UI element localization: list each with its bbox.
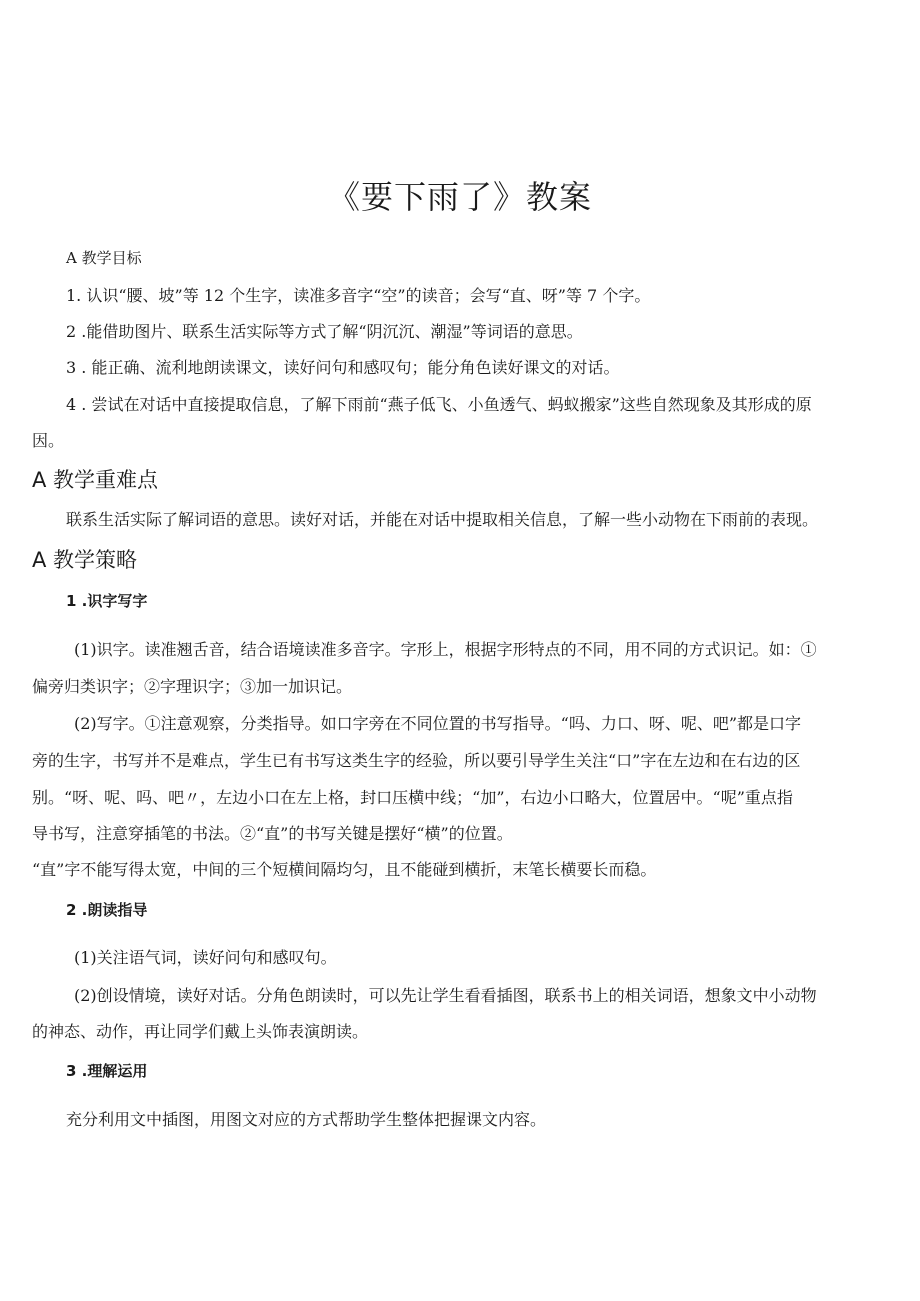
objective-item-2: 2 .能借助图片、联系生活实际等方式了解“阴沉沉、潮湿”等词语的意思。 (66, 322, 583, 341)
writing-paragraph-line: 旁的生字，书写并不是难点，学生已有书写这类生字的经验，所以要引导学生关注“口”字在左边和在右边的区 (32, 751, 801, 770)
subheading-reading-guidance: 2 .朗读指导 (66, 901, 148, 919)
comprehension-paragraph: 充分利用文中插图，用图文对应的方式帮助学生整体把握课文内容。 (66, 1110, 547, 1129)
writing-paragraph-line: (2)写字。①注意观察，分类指导。如口字旁在不同位置的书写指导。“吗、力口、呀、呢、吧”都是口字 (74, 714, 802, 733)
document-title: 《要下雨了》教案 (327, 178, 592, 216)
section-heading-objectives: A 教学目标 (66, 249, 142, 267)
subheading-comprehension: 3 .理解运用 (66, 1062, 148, 1080)
subheading-literacy-writing: 1 .识字写字 (66, 592, 148, 610)
objective-item-4-cont: 因。 (32, 431, 65, 450)
objective-item-1: 1. 认识“腰、坡”等 12 个生字，读准多音字“空”的读音；会写“直、呀”等 7 个字。 (66, 286, 651, 305)
writing-paragraph-line: 别。“呀、呢、吗、吧〃，左边小口在左上格，封口压横中线；“加”，右边小口略大，位置居中。“呢”重点指 (32, 788, 793, 807)
reading-paragraph-1: (1)关注语气词，读好问句和感叹句。 (74, 948, 337, 967)
reading-paragraph-2-line: 的神态、动作，再让同学们戴上头饰表演朗读。 (32, 1022, 369, 1041)
objective-item-3: 3 . 能正确、流利地朗读课文，读好问句和感叹句；能分角色读好课文的对话。 (66, 358, 620, 377)
key-points-text: 联系生活实际了解词语的意思。读好对话，并能在对话中提取相关信息，了解一些小动物在下雨前的表现。 (66, 510, 819, 529)
writing-paragraph-line: 导书写，注意穿插笔的书法。②“直”的书写关键是摆好“横”的位置。 (32, 824, 513, 843)
reading-paragraph-2-line: (2)创设情境，读好对话。分角色朗读时，可以先让学生看看插图，联系书上的相关词语，想象文中小动物 (74, 986, 817, 1005)
objective-item-4: 4 . 尝试在对话中直接提取信息，了解下雨前“燕子低飞、小鱼透气、蚂蚁搬家”这些自然现象及其形成的原 (66, 395, 812, 414)
section-heading-key-points: A 教学重难点 (32, 468, 159, 492)
section-heading-strategy: A 教学策略 (32, 548, 138, 572)
writing-paragraph-line: “直”字不能写得太宽，中间的三个短横间隔均匀，且不能碰到横折，末笔长横要长而稳。 (32, 860, 657, 879)
literacy-paragraph-line: 偏旁归类识字；②字理识字；③加一加识记。 (32, 677, 353, 696)
literacy-paragraph-line: (1)识字。读准翘舌音，结合语境读准多音字。字形上，根据字形特点的不同，用不同的方式识记。如：① (74, 640, 817, 659)
